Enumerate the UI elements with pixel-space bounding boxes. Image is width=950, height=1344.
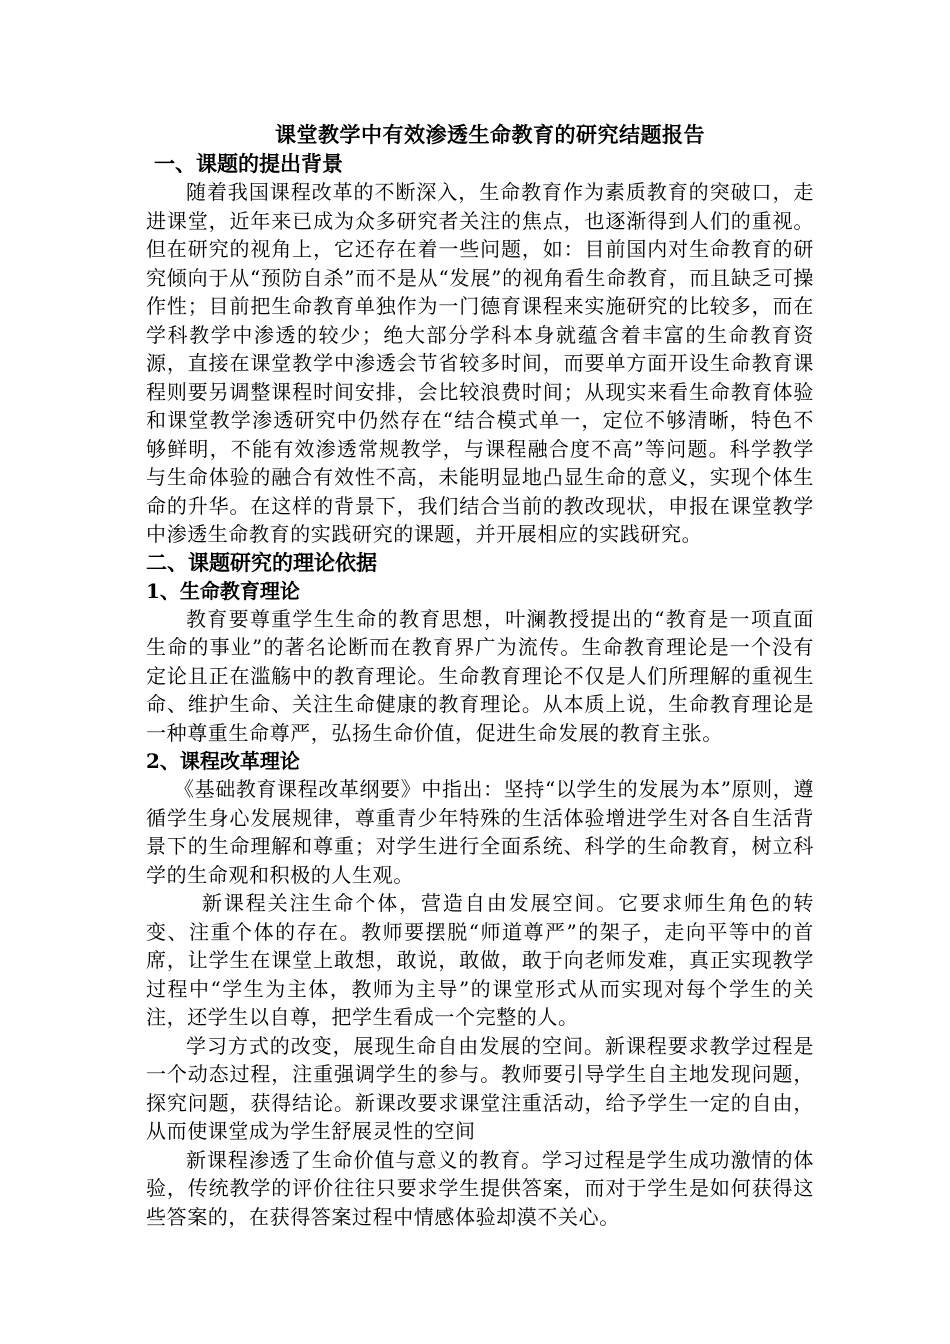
- curriculum-reform-paragraph-2: 新课程关注生命个体，营造自由发展空间。它要求师生角色的转变、注重个体的存在。教师要摆脱“师道尊严”的架子，走向平等中的首席，让学生在课堂上敢想，敢说，敢做，敢于向老师发难，真正实现教学过程中“学生为主体，教师为主导”的课堂形式从而实现对每个学生的关注，还学生以自尊，把学生看成一个完整的人。: [146, 891, 814, 1029]
- curriculum-reform-paragraph-3: 学习方式的改变，展现生命自由发展的空间。新课程要求教学过程是一个动态过程，注重强调学生的参与。教师要引导学生自主地发现问题，探究问题，获得结论。新课改要求课堂注重活动，给予学生一定的自由，从而使课堂成为学生舒展灵性的空间: [146, 1033, 814, 1143]
- document-title: 课堂教学中有效渗透生命教育的研究结题报告: [275, 122, 705, 147]
- background-paragraph: 随着我国课程改革的不断深入，生命教育作为素质教育的突破口，走进课堂，近年来已成为众多研究者关注的焦点，也逐渐得到人们的重视。但在研究的视角上，它还存在着一些问题，如：目前国内对生命教育的研究倾向于从“预防自杀”而不是从“发展”的视角看生命教育，而且缺乏可操作性；目前把生命教育单独作为一门德育课程来实施研究的比较多，而在学科教学中渗透的较少；绝大部分学科本身就蕴含着丰富的生命教育资源，直接在课堂教学中渗透会节省较多时间，而要单方面开设生命教育课程则要另调整课程时间安排，会比较浪费时间；从现实来看生命教育体验和课堂教学渗透研究中仍然存在“结合模式单一，定位不够清晰，特色不够鲜明，不能有效渗透常规教学，与课程融合度不高”等问题。科学教学与生命体验的融合有效性不高，未能明显地凸显生命的意义，实现个体生命的升华。在这样的背景下，我们结合当前的教改现状，申报在课堂教学中渗透生命教育的实践研究的课题，并开展相应的实践研究。: [146, 180, 814, 546]
- curriculum-reform-paragraph-4: 新课程渗透了生命价值与意义的教育。学习过程是学生成功激情的体验，传统教学的评价往往只要求学生提供答案，而对于学生是如何获得这些答案的，在获得答案过程中情感体验却漠不关心。: [146, 1147, 814, 1229]
- life-education-paragraph: 教育要尊重学生生命的教育思想，叶澜教授提出的“教育是一项直面生命的事业”的著名论断而在教育界广为流传。生命教育理论是一个没有定论且正在滥觞中的教育理论。生命教育理论不仅是人们所理解的重视生命、维护生命、关注生命健康的教育理论。从本质上说，生命教育理论是一种尊重生命尊严，弘扬生命价值，促进生命发展的教育主张。: [146, 606, 814, 745]
- subsection-heading-curriculum-reform: 2、课程改革理论: [146, 749, 300, 773]
- section-heading-background: 一、课题的提出背景: [154, 151, 343, 176]
- curriculum-reform-paragraph-1: 《基础教育课程改革纲要》中指出：坚持“以学生的发展为本”原则，遵循学生身心发展规律，尊重青少年特殊的生活体验增进学生对各自生活背景下的生命理解和尊重；对学生进行全面系统、科学的生命教育，树立科学的生命观和积极的人生观。: [146, 777, 814, 887]
- subsection-heading-life-education: 1、生命教育理论: [146, 578, 300, 603]
- section-heading-theory: 二、课题研究的理论依据: [146, 549, 377, 575]
- document-page: [146, 120, 814, 1231]
